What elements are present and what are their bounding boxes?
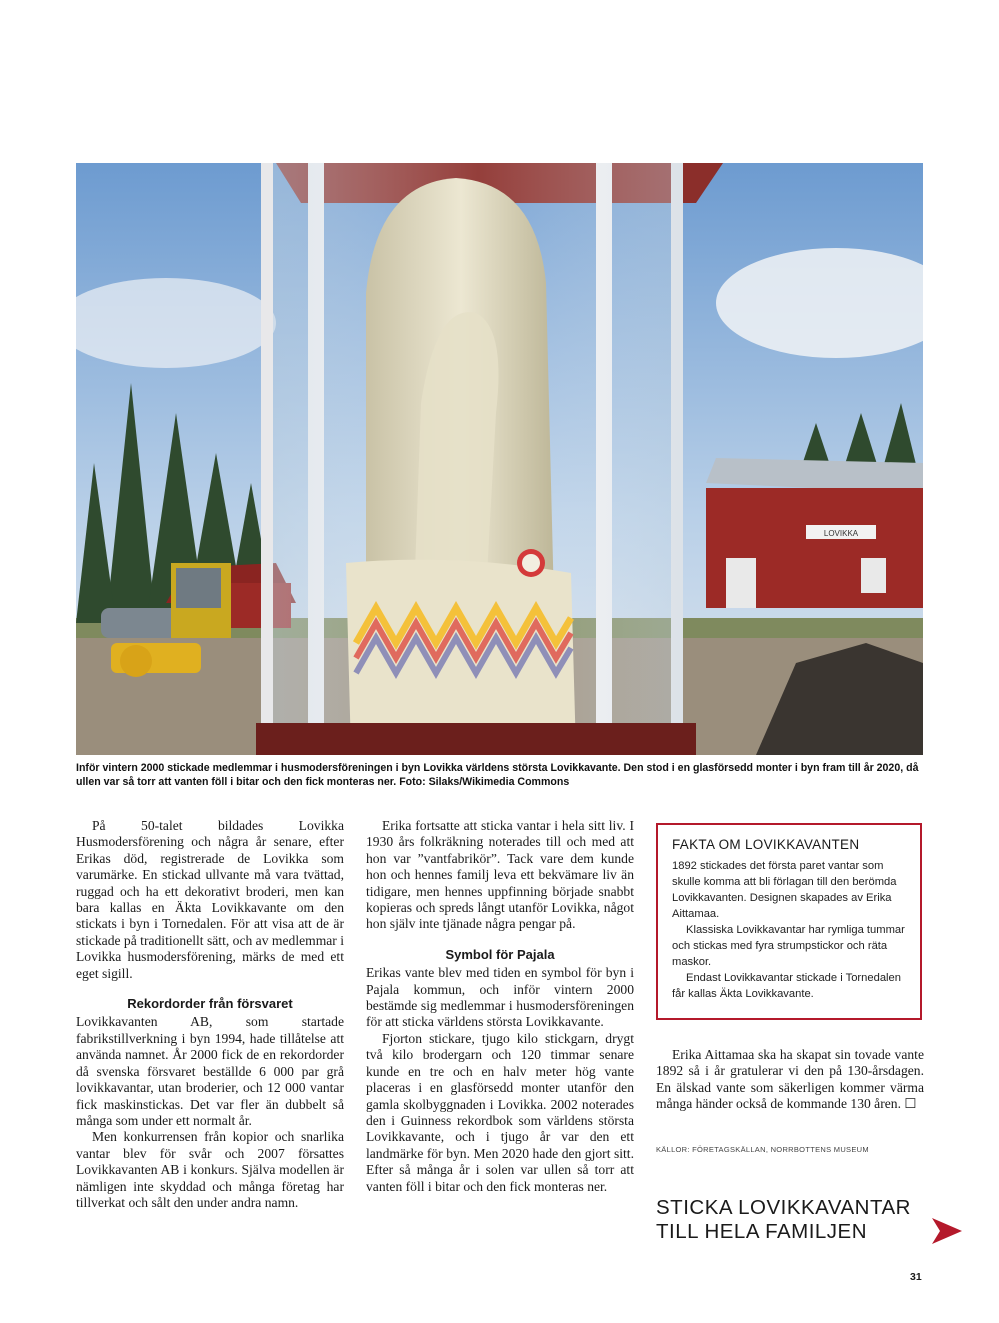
col2-paragraph-3: Fjorton stickare, tjugo kilo stickgarn, drygt två kilo brodergarn och 120 timmar senare kunde en tre och en halv meter hög vante placeras i en glasförsedd monter utanför den gamla skolbyggnaden i Lovikka. 2002 noterades den i Guinness rekordbok som världens största Lovikkavante, och i tjugo år var den ett landmärke för byn. Men 2020 hade den gjort sitt. Efter så många år i solen var ullen så torr att vanten föll i bitar och den fick monteras ner. — [366, 1030, 634, 1194]
sources-line: KÄLLOR: FÖRETAGSKÄLLAN, NORRBOTTENS MUSEUM — [656, 1145, 869, 1154]
column-2 — [366, 818, 634, 1195]
column-1 — [76, 818, 344, 1211]
col2-paragraph-1: Erika fortsatte att sticka vantar i hela sitt liv. I 1930 års folkräkning noterades till och med att hon var ”vantfabrikör”. Tack vare dem kunde hon och hennes familj leva ett bekvämare liv än tidigare, men hennes uppfinning började snabbt kopieras och spreds långt utanför Lovikka, något hon själv inte tjänade några pengar på. — [366, 818, 634, 932]
fact-box-title: FAKTA OM LOVIKKAVANTEN — [672, 837, 860, 852]
page-number: 31 — [910, 1271, 922, 1283]
lovikka-sign: LOVIKKA — [823, 529, 859, 538]
fact-paragraph-3: Endast Lovikkavantar stickade i Tornedalen får kallas Äkta Lovikkavante. — [672, 972, 901, 1000]
col1-paragraph-1: På 50-talet bildades Lovikka Husmodersförening och några år senare, efter Erikas död, registrerade de Lovikka som varumärke. En stickad ullvante må vara tvättad, ruggad och ha ett dekorativt broderi, men kan bara kallas en Äkta Lovikkavante om den stickats i byn i Tornedalen. För att visa att de är stickade på traditionellt sätt, och av medlemmar i Lovikka husmodersförening, märks de med ett eget sigill. — [76, 818, 345, 981]
col3-paragraph-1: Erika Aittamaa ska ha skapat sin tovade vante 1892 så i år gratulerar vi den på 130-årsdagen. En älskad vante som säkerligen kommer värma många händer också de kommande 130 åren. ☐ — [656, 1047, 924, 1112]
arrow-right-icon[interactable] — [932, 1218, 962, 1244]
column-3 — [656, 1047, 924, 1113]
fact-paragraph-1: 1892 stickades det första paret vantar som skulle komma att bli förlagan till den berömda Lovikkavanten. Designen skapades av Erika Aittamaa. — [672, 860, 897, 920]
feature-photo — [76, 163, 923, 755]
col1-paragraph-2: Lovikkavanten AB, som startade fabrikstillverkning i byn 1994, hade tillåtelse att använda namnet. År 2000 fick de en rekordorder då svenska försvaret beställde 6 000 par grå lovikkavantar, utan broderier, och 12 000 vantar fick maskinstickas. Det var fler än dubbelt så många som under ett normalt år. — [76, 1014, 344, 1128]
col1-heading: Rekordorder från försvaret — [127, 996, 293, 1012]
promo-line-1: STICKA LOVIKKAVANTAR — [656, 1196, 911, 1219]
fact-box — [656, 823, 922, 1020]
next-article-promo[interactable] — [656, 1196, 911, 1244]
col2-paragraph-2: Erikas vante blev med tiden en symbol för byn i Pajala kommun, och inför vintern 2000 bestämde sig medlemmar i husmodersföreningen för att sticka världens största Lovikkavante. — [366, 965, 634, 1030]
giant-mitten-photo — [76, 163, 923, 755]
photo-caption: Inför vintern 2000 stickade medlemmar i husmodersföreningen i byn Lovikka världens största Lovikkavante. Den stod i en glasförsedd monter i byn fram till år 2020, då ullen var så torr att vanten föll i bitar och den fick monteras ner. Foto: Silaks/Wikimedia Commons — [76, 762, 919, 788]
fact-paragraph-2: Klassiska Lovikkavantar har rymliga tummar och stickas med fyra strumpstickor och räta maskor. — [672, 924, 905, 968]
col1-paragraph-3: Men konkurrensen från kopior och snarlika vantar blev för svår och 2007 försattes Lovikkavanten AB i konkurs. Själva modellen är nämligen inte skyddad och många företag har tillverkat och sålt den under andra namn. — [76, 1129, 344, 1210]
col2-heading: Symbol för Pajala — [445, 946, 555, 962]
promo-line-2: TILL HELA FAMILJEN — [656, 1220, 868, 1243]
